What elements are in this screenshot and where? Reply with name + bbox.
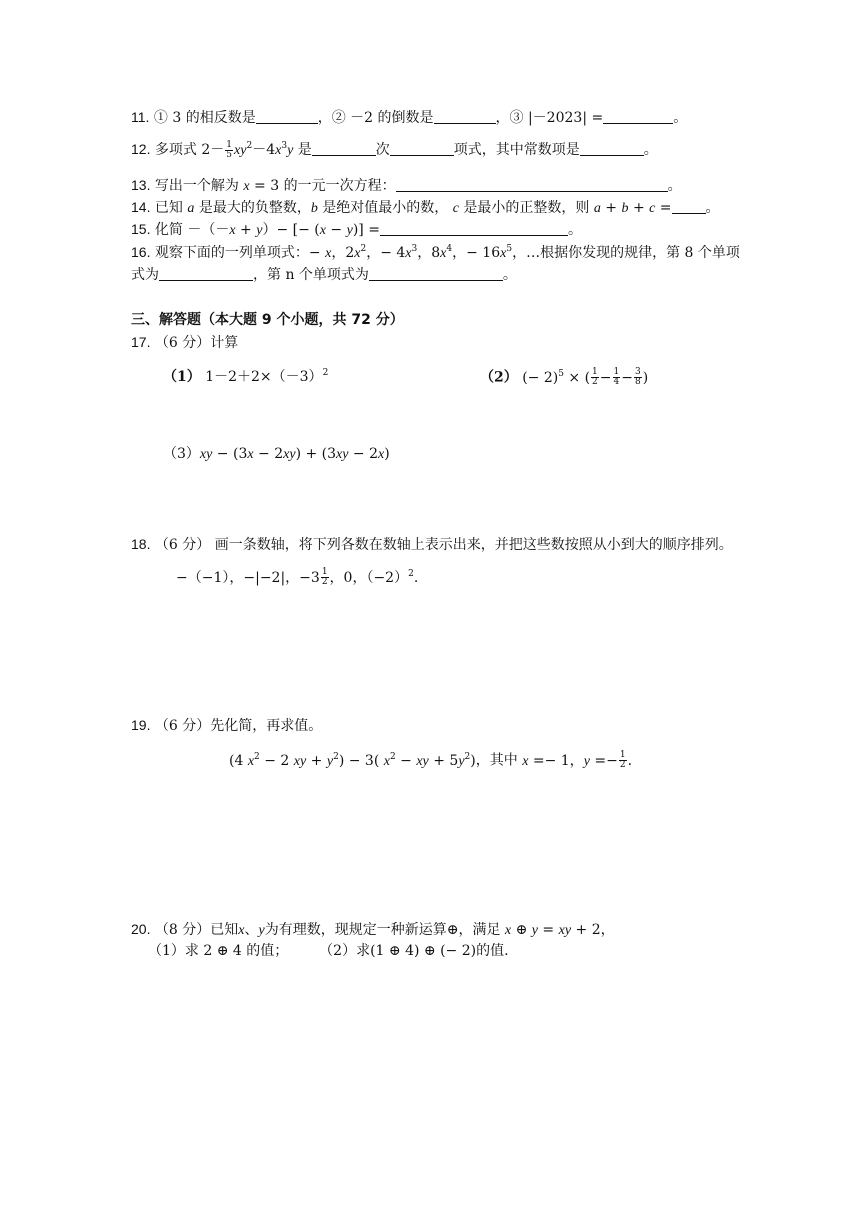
question-19 xyxy=(131,716,322,735)
question-text: 式为 xyxy=(131,267,159,283)
question-text: 化简 xyxy=(154,222,183,238)
question-text: 是绝对值最小的数， xyxy=(322,200,449,216)
question-text: （8 分）已知 xyxy=(154,922,239,938)
part-text: （2）求 xyxy=(319,943,371,959)
math-expression: 1－2＋2×（－3） xyxy=(205,369,323,385)
answer-blank[interactable] xyxy=(672,199,706,214)
exponent: 2 xyxy=(322,368,329,378)
question-20 xyxy=(131,920,615,940)
math-expression: x、y xyxy=(238,922,265,938)
part-text: （1）求 2 ⊕ 4 的值； xyxy=(148,943,289,959)
question-text: －2 的倒数是 xyxy=(350,110,434,126)
question-12 xyxy=(131,140,658,160)
math-variable: a xyxy=(187,201,195,216)
math-expression: a + b + c = xyxy=(593,200,672,216)
question-16-line-2: 式为 ，第 n 个单项式为 。 xyxy=(131,267,517,283)
question-text: 是最小的正整数，则 xyxy=(463,200,590,216)
question-number: 12. xyxy=(131,141,151,157)
question-text: 是最大的负整数， xyxy=(198,200,311,216)
section-heading: 三、解答题（本大题 9 个小题，共 72 分） xyxy=(131,312,404,328)
question-17-part-2 xyxy=(480,368,648,387)
math-expression: x =− 1，y =− $\frac{1}{2}$ . xyxy=(522,750,633,770)
circled-marker-3: ③ xyxy=(509,110,524,126)
question-18 xyxy=(131,535,733,554)
question-text: 为有理数，现规定一种新运算⊕，满足 xyxy=(264,922,501,938)
question-18-numbers xyxy=(176,568,418,587)
answer-blank[interactable] xyxy=(603,109,673,124)
math-expression: (− 2)$^5$ × ( $\frac{1}{2}$ − $\frac{1}{4}$ − $\frac{3}{8}$ ) xyxy=(522,367,649,387)
question-text: （6 分）计算 xyxy=(154,335,239,351)
math-expression: (1 ⊕ 4) ⊕ (− 2) xyxy=(370,943,477,959)
question-text: ，其中 xyxy=(475,752,518,769)
question-text: 观察下面的一列单项式： xyxy=(154,245,309,261)
question-number: 14. xyxy=(131,199,151,215)
answer-blank[interactable] xyxy=(396,177,668,192)
math-expression: − x，$2x^2$，− $4x^3$，$8x^4$，− $16x^5$ xyxy=(308,244,513,261)
math-variable: b xyxy=(310,201,318,216)
question-19-expression xyxy=(229,751,632,771)
question-17-part-3 xyxy=(163,445,390,464)
question-16 xyxy=(131,243,740,263)
circled-marker-1: ① xyxy=(153,110,168,126)
question-text: （6 分）先化简，再求值。 xyxy=(154,718,323,734)
question-text: 已知 xyxy=(154,200,183,216)
answer-blank[interactable] xyxy=(159,266,253,281)
question-number: 16. xyxy=(131,244,151,260)
answer-blank[interactable] xyxy=(580,141,644,156)
question-text: （6 分） 画一条数轴，将下列各数在数轴上表示出来，并把这些数按照从小到大的顺序排列。 xyxy=(154,537,733,553)
part-label: （1） xyxy=(163,369,201,385)
question-number: 19. xyxy=(131,717,151,733)
question-text: 多项式 xyxy=(154,142,197,158)
math-expression: xy − (3x − 2xy) + (3xy − 2x) xyxy=(199,446,390,462)
question-text: 3 的相反数是 xyxy=(172,110,256,126)
question-number: 15. xyxy=(131,221,151,237)
question-text: 是 xyxy=(297,142,312,158)
math-expression: (4 $x^2 - 2$ xy + $y^2) - 3$( $x^2$ − xy + $5y^2$) xyxy=(229,751,476,769)
question-20-parts xyxy=(148,942,509,960)
question-text: ，第 n 个单项式为 xyxy=(253,267,369,283)
math-expression: −（−1），−|−2|，−3 $\frac{1}{2}$ ，0，$(-2)^2$. xyxy=(176,567,419,587)
question-text: 写出一个解为 xyxy=(154,178,239,194)
question-number: 20. xyxy=(131,921,151,937)
part-label: （3） xyxy=(163,446,200,462)
math-expression: －（－x + y）− [− (x − y)] = xyxy=(187,222,380,238)
part-label: （2） xyxy=(480,369,518,386)
question-text: 次 xyxy=(375,142,390,158)
answer-blank[interactable] xyxy=(256,109,318,124)
math-expression: |－2023| = xyxy=(527,110,604,126)
question-number: 11. xyxy=(131,109,150,125)
question-13: 13. 写出一个解为 x = 3 的一元一次方程： 。 xyxy=(131,177,682,194)
question-14: 14. 已知 a 是最大的负整数，b 是绝对值最小的数， c 是最小的正整数，则 a + b + c = 。 xyxy=(131,199,720,216)
question-number: 18. xyxy=(131,536,151,552)
answer-blank[interactable] xyxy=(434,109,496,124)
question-15: 15. 化简 －（－x + y）− [− (x − y)] = 。 xyxy=(131,221,582,238)
question-text: ，…根据你发现的规律，第 8 个单项 xyxy=(512,245,740,261)
question-text: 。 xyxy=(643,142,658,158)
part-text: 的值. xyxy=(476,943,509,959)
question-number: 13. xyxy=(131,177,151,193)
circled-marker-2: ② xyxy=(331,110,346,126)
math-expression: x ⊕ y = xy + 2， xyxy=(504,922,615,938)
math-expression: x = 3 xyxy=(243,178,280,194)
question-text: 的一元一次方程： xyxy=(283,178,396,194)
question-text: 项式，其中常数项是 xyxy=(453,142,580,158)
answer-blank[interactable] xyxy=(380,221,568,236)
math-expression: 2－ $\frac{1}{5}$ $xy^2-4x^3y$ xyxy=(201,139,294,160)
question-17 xyxy=(131,333,238,352)
question-17-part-1 xyxy=(163,368,328,386)
question-number: 17. xyxy=(131,334,151,350)
answer-blank[interactable] xyxy=(390,141,454,156)
answer-blank[interactable] xyxy=(312,141,376,156)
math-variable: c xyxy=(452,201,459,216)
question-11: 11. ① 3 的相反数是 ，② －2 的倒数是 ，③ |－2023| = 。 xyxy=(131,109,688,126)
answer-blank[interactable] xyxy=(369,266,503,281)
